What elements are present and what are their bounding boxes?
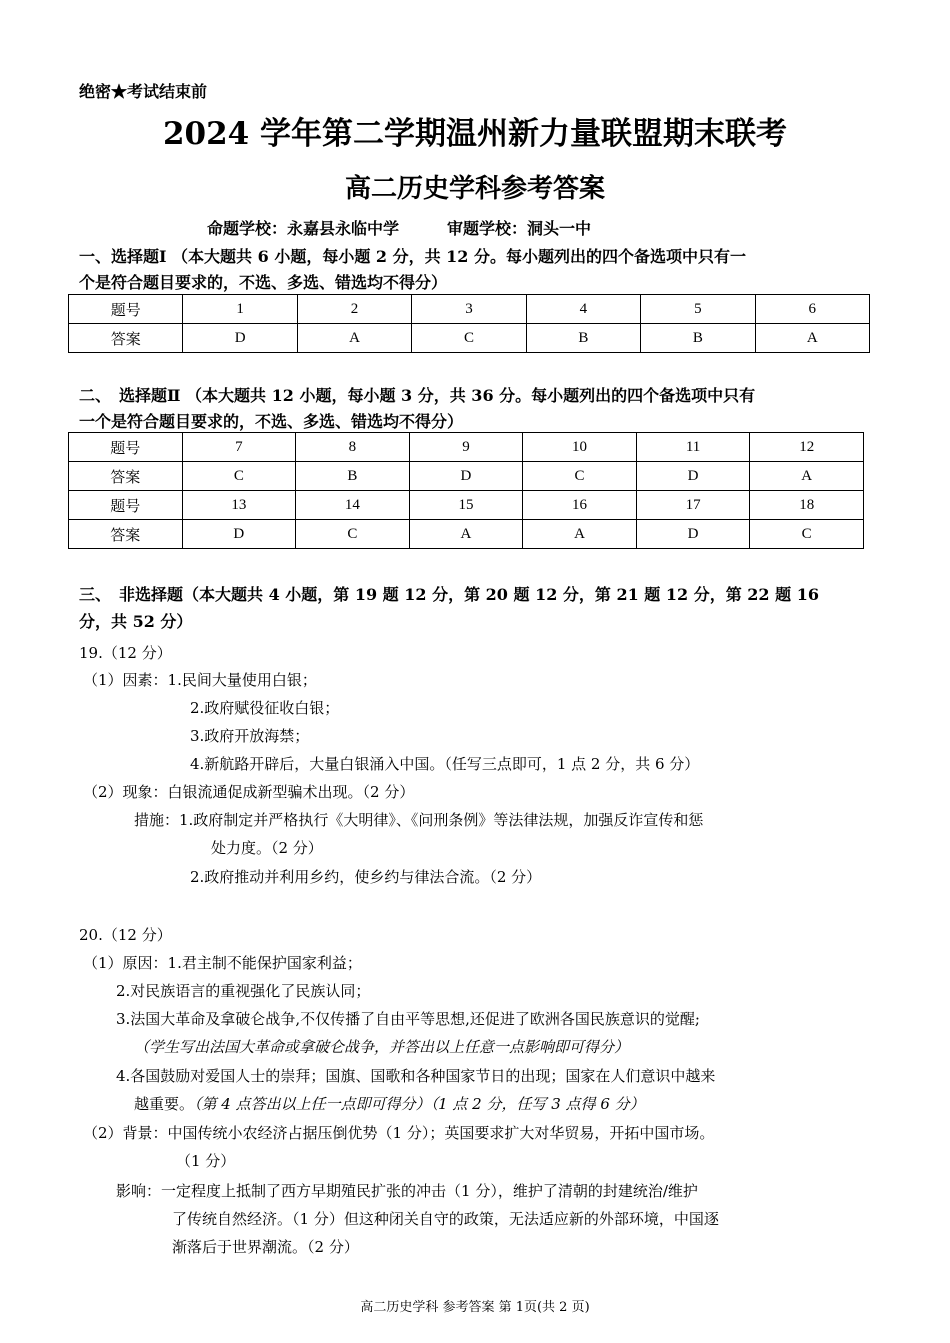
question-number: 2 [297, 295, 411, 324]
q19-part2-line: 措施：1.政府制定并严格执行《大明律》、《问刑条例》等法律法规，加强反诈宣传和惩 [134, 811, 704, 829]
row-label: 题号 [69, 491, 183, 520]
secret-label: 绝密★考试结束前 [79, 82, 208, 101]
row-label: 题号 [69, 433, 183, 462]
section2-heading: 二、 选择题Ⅱ （本大题共 12 小题，每小题 3 分，共 36 分。每小题列出的四个备选项中只有 [79, 386, 756, 405]
answer-cell: D [182, 520, 296, 549]
section2-heading-cont: 一个是符合题目要求的，不选、多选、错选均不得分） [79, 412, 464, 431]
answer-cell: A [755, 324, 869, 353]
question-number: 15 [409, 491, 523, 520]
q19-part2-line: 2.政府推动并利用乡约，使乡约与律法合流。（2 分） [190, 868, 542, 886]
section3-heading-cont: 分，共 52 分） [79, 612, 193, 631]
q20-part2-line: （1 分） [176, 1152, 236, 1170]
table-row [69, 462, 864, 491]
q19-part2-line: 处力度。（2 分） [211, 839, 323, 857]
q20-part2-line: （2）背景：中国传统小农经济占据压倒优势（1 分）；英国要求扩大对华贸易，开拓中国市场。 [83, 1124, 715, 1142]
section3-heading: 三、 非选择题（本大题共 4 小题，第 19 题 12 分，第 20 题 12 分，第 21 题 12 分，第 22 题 16 [79, 585, 819, 604]
q20-part1-line: （1）原因：1.君主制不能保护国家利益； [83, 954, 362, 972]
q20-part1-text: 越重要。 [134, 1095, 195, 1113]
answer-cell: A [297, 324, 411, 353]
question-number: 16 [523, 491, 637, 520]
answer-cell: B [296, 462, 410, 491]
question-number: 12 [750, 433, 864, 462]
page-footer: 高二历史学科 参考答案 第 1页(共 2 页) [360, 1300, 590, 1315]
question-number: 3 [412, 295, 526, 324]
school-info: 命题学校：永嘉县永临中学 审题学校：洞头一中 [207, 219, 592, 238]
q20-part1-line: 4.各国鼓励对爱国人士的崇拜；国旗、国歌和各种国家节日的出现；国家在人们意识中越来 [116, 1067, 716, 1085]
answer-cell: A [409, 520, 523, 549]
answer-cell: B [641, 324, 755, 353]
answer-cell: C [750, 520, 864, 549]
q20-part1-line [134, 1093, 645, 1114]
question-number: 18 [750, 491, 864, 520]
question-number: 9 [409, 433, 523, 462]
q20-part2-line: 影响：一定程度上抵制了西方早期殖民扩张的冲击（1 分），维护了清朝的封建统治/维护 [116, 1182, 698, 1200]
q19-part1-line: 4.新航路开辟后，大量白银涌入中国。（任写三点即可，1 点 2 分，共 6 分） [190, 755, 700, 773]
question-number: 14 [296, 491, 410, 520]
question-number: 7 [182, 433, 296, 462]
answer-cell: C [412, 324, 526, 353]
q19-part1-line: （1）因素：1.民间大量使用白银； [83, 671, 317, 689]
section1-heading-cont: 个是符合题目要求的，不选、多选、错选均不得分） [79, 273, 448, 292]
question-number: 11 [636, 433, 750, 462]
answer-table-2 [68, 432, 864, 549]
table-row [69, 295, 870, 324]
answer-cell: D [636, 520, 750, 549]
question-number: 4 [526, 295, 640, 324]
answer-cell: A [523, 520, 637, 549]
answer-cell: C [182, 462, 296, 491]
question-number: 10 [523, 433, 637, 462]
answer-cell: B [526, 324, 640, 353]
row-label: 题号 [69, 295, 183, 324]
question-number: 1 [183, 295, 297, 324]
answer-cell: C [523, 462, 637, 491]
question-number: 8 [296, 433, 410, 462]
q20-heading: 20.（12 分） [79, 926, 172, 944]
q20-part2-line: 了传统自然经济。（1 分）但这种闭关自守的政策，无法适应新的外部环境，中国逐 [172, 1210, 719, 1228]
section1-heading: 一、选择题Ⅰ （本大题共 6 小题，每小题 2 分，共 12 分。每小题列出的四个备选项中只有一 [79, 247, 747, 266]
q19-part1-line: 3.政府开放海禁； [190, 727, 310, 745]
answer-cell: D [636, 462, 750, 491]
exam-title: 2024 学年第二学期温州新力量联盟期末联考 [162, 116, 788, 152]
question-number: 5 [641, 295, 755, 324]
answer-table-1 [68, 294, 870, 353]
q19-part2-line: （2）现象：白银流通促成新型骗术出现。（2 分） [83, 783, 415, 801]
q20-part1-line: 3.法国大革命及拿破仑战争,不仅传播了自由平等思想,还促进了欧洲各国民族意识的觉醒; [116, 1010, 700, 1028]
answer-cell: C [296, 520, 410, 549]
question-number: 17 [636, 491, 750, 520]
q20-grading-note: （第 4 点答出以上任一点即可得分）（1 点 2 分，任写 3 点得 6 分） [194, 1095, 645, 1113]
answer-cell: A [750, 462, 864, 491]
row-label: 答案 [69, 520, 183, 549]
row-label: 答案 [69, 324, 183, 353]
q20-part2-line: 渐落后于世界潮流。（2 分） [172, 1238, 359, 1256]
exam-subtitle: 高二历史学科参考答案 [344, 174, 605, 204]
answer-cell: D [409, 462, 523, 491]
answer-cell: D [183, 324, 297, 353]
table-row [69, 520, 864, 549]
table-row [69, 491, 864, 520]
question-number: 13 [182, 491, 296, 520]
row-label: 答案 [69, 462, 183, 491]
q19-part1-line: 2.政府赋役征收白银； [190, 699, 340, 717]
table-row [69, 324, 870, 353]
table-row [69, 433, 864, 462]
q20-grading-note: （学生写出法国大革命或拿破仑战争，并答出以上任意一点影响即可得分） [134, 1038, 630, 1056]
q20-part1-line: 2.对民族语言的重视强化了民族认同； [116, 982, 371, 1000]
q19-heading: 19.（12 分） [79, 644, 172, 662]
question-number: 6 [755, 295, 869, 324]
